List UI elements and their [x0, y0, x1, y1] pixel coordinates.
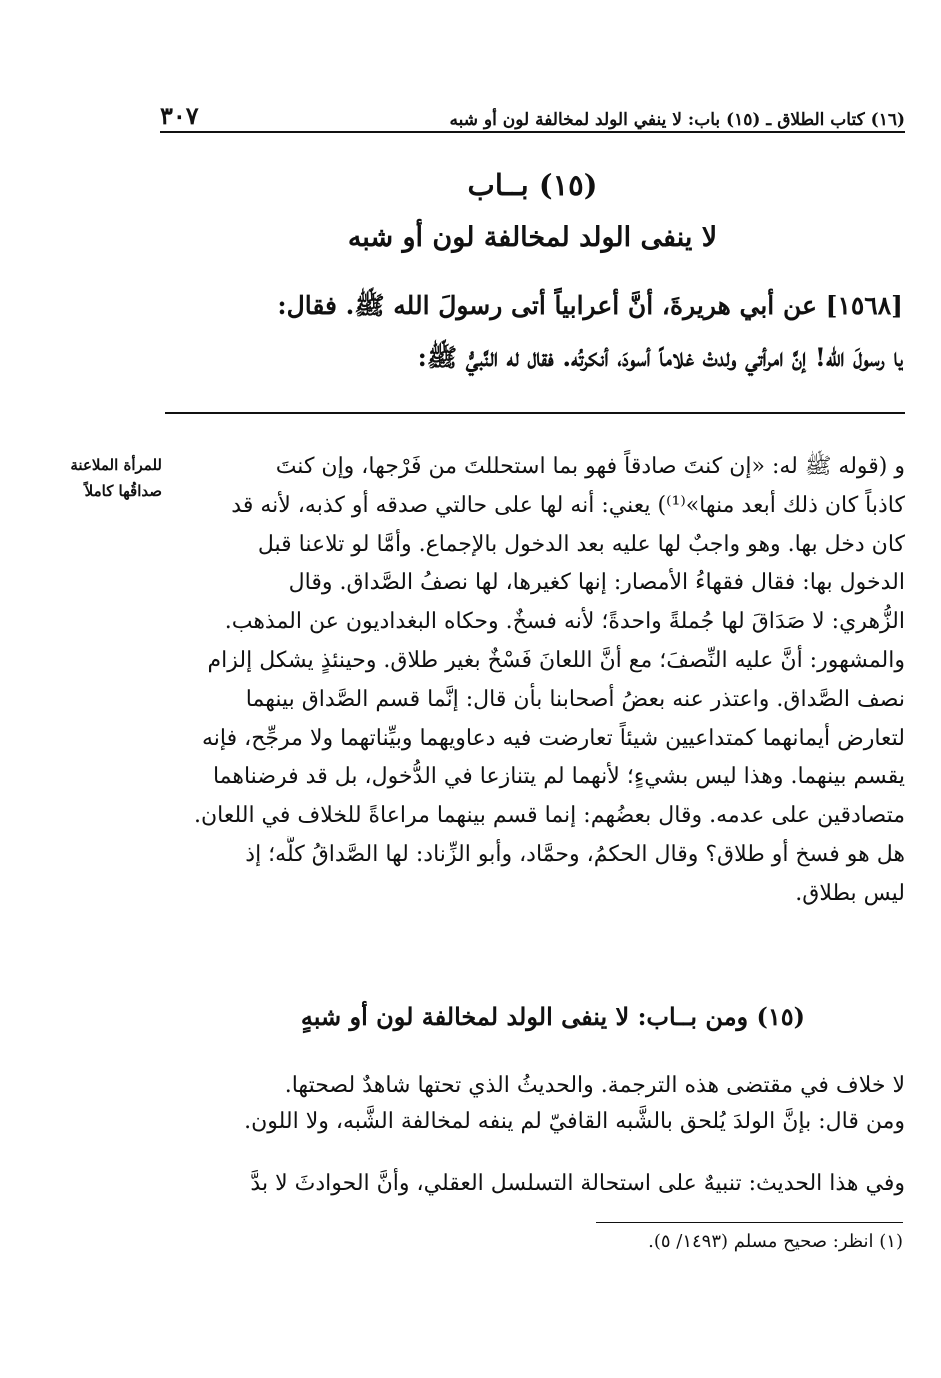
commentary-line: الزُّهري: لا صَدَاقَ لها جُملةً واحدةً؛ لأنه فسخٌ. وحكاه البغداديون عن المذهب.	[224, 609, 905, 635]
commentary-text	[160, 448, 905, 914]
margin-note-line: صداقُها كاملاً	[84, 482, 162, 500]
paragraph-line: ومن قال: بإنَّ الولدَ يُلحق بالشَّبه القافيّ لم ينفه لمخالفة الشَّبه، ولا اللون.	[244, 1109, 905, 1134]
commentary-line: كاذباً كان ذلك أبعد منها»⁽¹⁾) يعني: أنه لها على حالتي صدقه أو كذبه، لأنه قد	[231, 492, 905, 518]
commentary-line: لتعارض أيمانهما كمتداعيين شيئاً تعارضت فيه دعاويهما وبيِّناتهما ولا مرجِّح، فإنه	[202, 725, 905, 751]
footnote-divider	[596, 1222, 903, 1223]
hadith-line: [١٥٦٨] عن أبي هريرةَ، أنَّ أعرابياً أتى رسولَ الله ﷺ. فقال:	[277, 291, 903, 320]
commentary-line: هل هو فسخ أو طلاق؟ وقال الحكمُ، وحمَّاد، وأبو الزِّناد: لها الصَّداقُ كلُّه؛ إذ	[245, 841, 905, 867]
chapter-title: لا ينفى الولد لمخالفة لون أو شبه	[347, 222, 718, 253]
commentary-line: نصف الصَّداق. واعتذر عنه بعضُ أصحابنا بأن قال: إنَّما قسم الصَّداق بينهما	[245, 686, 905, 712]
commentary-line: الدخول بها: فقال فقهاءُ الأمصار: إنها كغيرها، لها نصفُ الصَّداق. وقال	[288, 570, 905, 596]
hadith-text	[160, 280, 903, 384]
margin-note-line: للمرأة الملاعنة	[70, 456, 162, 474]
footnote: (١) انظر: صحيح مسلم (١٤٩٣/ ٥).	[648, 1231, 903, 1252]
paragraph-2	[160, 1166, 905, 1202]
section-subheading: (١٥) ومن بــاب: لا ينفى الولد لمخالفة لون أو شبهٍ	[300, 1002, 805, 1031]
commentary-line: كان دخل بها. وهو واجبٌ لها عليه بعد الدخول بالإجماع. وأمَّا لو تلاعنا قبل	[257, 531, 905, 557]
paragraph-1	[160, 1068, 905, 1140]
margin-note	[14, 452, 162, 504]
section-divider	[165, 412, 905, 414]
chapter-number: (١٥) بــاب	[467, 168, 598, 202]
commentary-line: والمشهور: أنَّ عليه النِّصفَ؛ مع أنَّ اللعانَ فَسْخٌ بغير طلاق. وحينئذٍ يشكل إلزام	[207, 647, 905, 673]
running-title: (١٦) كتاب الطلاق ـ (١٥) باب: لا ينفي الولد لمخالفة لون أو شبه	[449, 110, 905, 130]
commentary-line: و (قوله ﷺ له: «إن كنتَ صادقاً فهو بما استحللتَ من فَرْجها، وإن كنتَ	[275, 454, 905, 479]
page-number: ٣٠٧	[160, 101, 199, 130]
paragraph-line: لا خلاف في مقتضى هذه الترجمة. والحديثُ الذي تحتها شاهدٌ لصحتها.	[284, 1073, 905, 1098]
paragraph-line: وفي هذا الحديث: تنبيهٌ على استحالة التسلسل العقلي، وأنَّ الحوادثَ لا بدَّ	[250, 1171, 905, 1196]
hadith-line: يا رسولَ الله! إنَّ امرأتي ولدتْ غلاماً أسودَ، أنكرتُه. فقال له النَّبيُّ ﷺ:	[417, 343, 903, 372]
page-header	[160, 96, 905, 130]
commentary-line: ليس بطلاق.	[795, 880, 905, 906]
commentary-line: متصادقين على عدمه. وقال بعضُهم: إنما قسم بينهما مراعاةً للخلاف في اللعان.	[194, 803, 905, 829]
header-divider	[160, 131, 905, 133]
commentary-line: يقسم بينهما. وهذا ليس بشيءٍ؛ لأنهما لم يتنازعا في الدُّخول، بل قد فرضناهما	[212, 764, 905, 790]
